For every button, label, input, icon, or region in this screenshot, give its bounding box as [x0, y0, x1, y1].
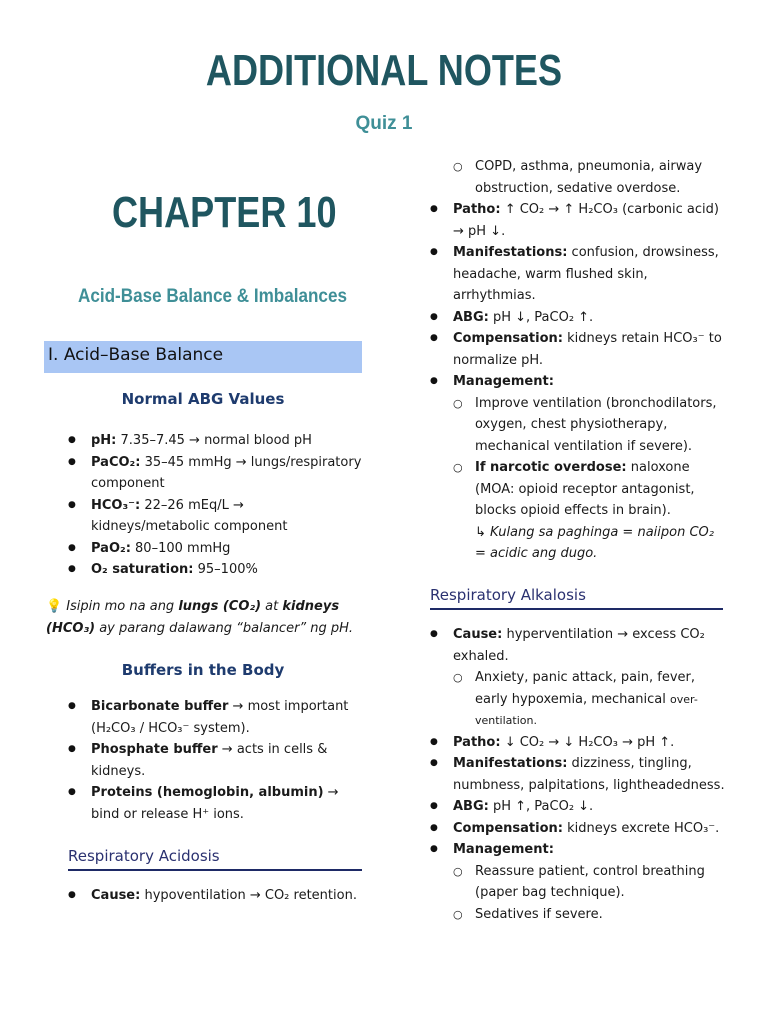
list-item: ● Proteins (hemoglobin, albumin) → bind or release H⁺ ions.: [68, 782, 364, 825]
list-item: ○ Improve ventilation (bronchodilators, oxygen, chest physiotherapy, mechanical ventilation if severe).: [430, 393, 726, 458]
buffers-heading: Buffers in the Body: [121, 661, 285, 679]
list-item: ● ABG: pH ↓, PaCO₂ ↑.: [430, 307, 726, 329]
list-item: ↳ Kulang sa paghinga = naiipon CO₂ = acidic ang dugo.: [475, 524, 714, 561]
section-heading: I. Acid–Base Balance: [48, 345, 224, 365]
section-divider: [430, 608, 723, 610]
list-item: ○ COPD, asthma, pneumonia, airway obstruction, sedative overdose.: [430, 156, 726, 199]
list-item: ● Compensation: kidneys excrete HCO₃⁻.: [430, 818, 726, 840]
list-item: ● Cause: hypoventilation → CO₂ retention.: [68, 885, 364, 907]
list-item: ● Patho: ↑ CO₂ → ↑ H₂CO₃ (carbonic acid) → pH ↓.: [430, 199, 726, 242]
lightbulb-icon: 💡: [46, 599, 63, 614]
normal-abg-list: [68, 430, 364, 581]
normal-abg-heading: Normal ABG Values: [121, 390, 285, 408]
tip-note: 💡 Isipin mo na ang lungs (CO₂) at kidneys (HCO₃) ay parang dalawang “balancer” ng pH.: [46, 599, 354, 636]
buffers-list: [68, 696, 364, 825]
resp-acidosis-list: [430, 156, 726, 565]
list-item: ● Management:: [430, 839, 726, 861]
section-divider: [68, 869, 362, 871]
list-item: ● O₂ saturation: 95–100%: [68, 559, 364, 581]
resp-alkalosis-heading: Respiratory Alkalosis: [430, 586, 586, 604]
resp-acidosis-heading: Respiratory Acidosis: [68, 847, 220, 865]
list-item: ● PaO₂: 80–100 mmHg: [68, 538, 364, 560]
chapter-title: CHAPTER 10: [112, 188, 337, 237]
resp-acidosis-cause: [68, 885, 364, 907]
list-item: ● HCO₃⁻: 22–26 mEq/L → kidneys/metabolic component: [68, 495, 364, 538]
list-item: ● Manifestations: dizziness, tingling, numbness, palpitations, lightheadedness.: [430, 753, 726, 796]
section-heading-bar: [44, 341, 362, 373]
quiz-label: Quiz 1: [355, 113, 413, 134]
list-item: ○ If narcotic overdose: naloxone (MOA: opioid receptor antagonist, blocks opioid effects in brain).: [430, 457, 726, 522]
chapter-subtitle: Acid-Base Balance & Imbalances: [78, 286, 347, 307]
list-item: ● ABG: pH ↑, PaCO₂ ↓.: [430, 796, 726, 818]
list-item: ○ Sedatives if severe.: [430, 904, 726, 926]
list-item: ● Manifestations: confusion, drowsiness, headache, warm flushed skin, arrhythmias.: [430, 242, 726, 307]
list-item: ● pH: 7.35–7.45 → normal blood pH: [68, 430, 364, 452]
list-item: ● Patho: ↓ CO₂ → ↓ H₂CO₃ → pH ↑.: [430, 732, 726, 754]
list-item: ● Compensation: kidneys retain HCO₃⁻ to normalize pH.: [430, 328, 726, 371]
list-item: ○ Anxiety, panic attack, pain, fever, early hypoxemia, mechanical over-ventilation.: [430, 667, 726, 732]
page-title: ADDITIONAL NOTES: [205, 46, 563, 95]
list-item: ● PaCO₂: 35–45 mmHg → lungs/respiratory component: [68, 452, 364, 495]
list-item: ● Cause: hyperventilation → excess CO₂ exhaled.: [430, 624, 726, 667]
list-item: ● Phosphate buffer → acts in cells & kidneys.: [68, 739, 364, 782]
list-item: ○ Reassure patient, control breathing (paper bag technique).: [430, 861, 726, 904]
list-item: ● Management:: [430, 371, 726, 393]
list-item: ● Bicarbonate buffer → most important (H₂CO₃ / HCO₃⁻ system).: [68, 696, 364, 739]
resp-alkalosis-list: [430, 624, 726, 925]
